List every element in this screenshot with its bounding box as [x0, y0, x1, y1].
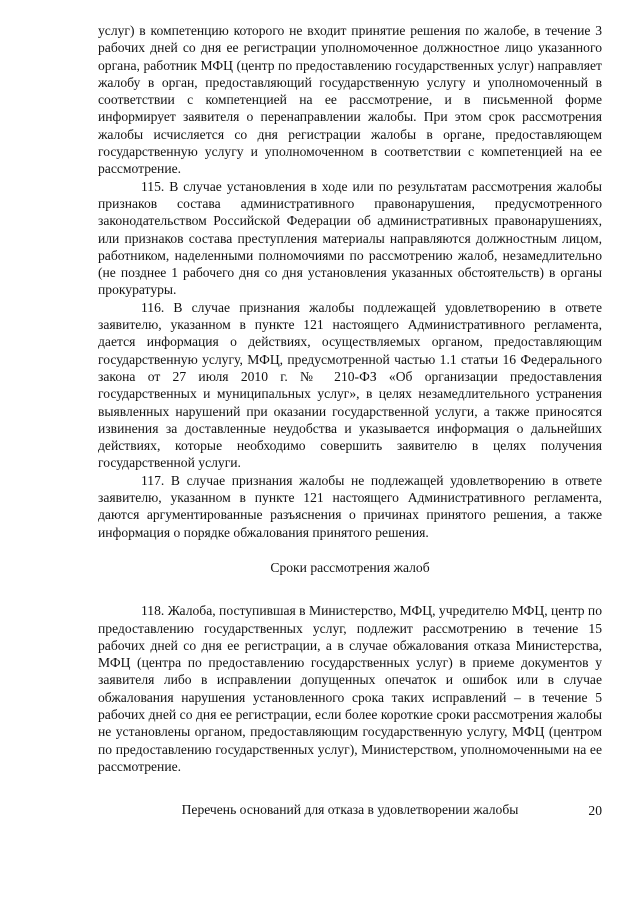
paragraph-116: 116. В случае признания жалобы подлежащей удовлетворению в ответе заявителю, указанном в пункте 121 настоящего Административного регламента, дается информация о действиях, осуществляемых органом, предоставляющим государственную услугу, МФЦ, предусмотренной частью 1.1 статьи 16 Федерального закона от 27 июля 2010 г. № 210-ФЗ «Об организации предоставления государственных и муниципальных услуг», в целях незамедлительного устранения выявленных нарушений при оказании государственной услуги, а также приносятся извинения за доставленные неудобства и указывается информация о дальнейших действиях, которые необходимо совершить заявителю в целях получения государственной услуги. [98, 299, 602, 471]
paragraph-115: 115. В случае установления в ходе или по результатам рассмотрения жалобы признаков состава административного правонарушения, предусмотренного законодательством Российской Федерации об административных правонарушениях, или признаков состава преступления материалы направляются должностным лицом, работником, наделенными полномочиями по рассмотрению жалоб, незамедлительно (не позднее 1 рабочего дня со дня установления указанных обстоятельств) в органы прокуратуры. [98, 178, 602, 298]
page-number: 20 [588, 803, 602, 818]
paragraph-118: 118. Жалоба, поступившая в Министерство, МФЦ, учредителю МФЦ, центр по предоставлению государственных услуг, подлежит рассмотрению в течение 15 рабочих дней со дня ее регистрации, а в случае обжалования отказа Министерства, МФЦ (центра по предоставлению государственных услуг) в приеме документов у заявителя либо в исправлении допущенных опечаток и ошибок или в случае обжалования нарушения установленного срока таких исправлений – в течение 5 рабочих дней со дня ее регистрации, если более короткие сроки рассмотрения жалобы не установлены органом, предоставляющим государственную услугу, МФЦ (центром по предоставлению государственных услуг), Министерством, уполномоченными на ее рассмотрение. [98, 603, 602, 774]
paragraph-117: 117. В случае признания жалобы не подлежащей удовлетворению в ответе заявителю, указанном в пункте 121 настоящего Административного регламента, даются аргументированные разъяснения о причинах принятого решения, а также информация о порядке обжалования принятого решения. [98, 472, 602, 540]
section-heading-refusal-grounds: Перечень оснований для отказа в удовлетворении жалобы [181, 802, 519, 818]
section-heading-review-terms: Сроки рассмотрения жалоб [270, 559, 430, 575]
document-body [98, 22, 602, 818]
paragraph-continued: услуг) в компетенцию которого не входит принятие решения по жалобе, в течение 3 рабочих дней со дня ее регистрации уполномоченное должностное лицо указанного органа, работник МФЦ (центр по предоставлению государственных услуг) направляет жалобу в орган, предоставляющий государственную услугу и уполномоченный в соответствии с компетенцией на ее рассмотрение, и в письменной форме информирует заявителя о перенаправлении жалобы. При этом срок рассмотрения жалобы исчисляется со дня регистрации жалобы в органе, предоставляющем государственную услугу и уполномоченном в соответствии с компетенцией на ее рассмотрение. [98, 23, 602, 177]
